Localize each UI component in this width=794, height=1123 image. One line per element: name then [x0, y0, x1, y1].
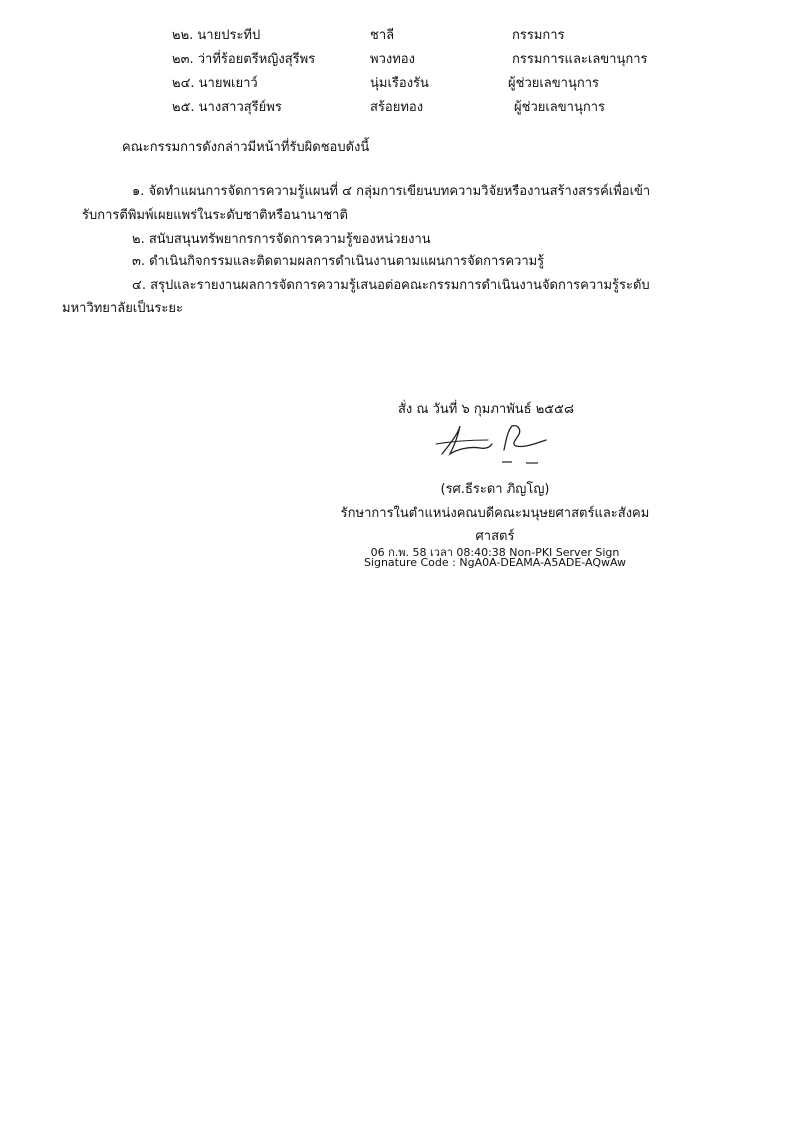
member-surname: พวงทอง: [370, 52, 415, 67]
member-name: ๒๔. นายพเยาว์: [172, 76, 258, 91]
member-row: [0, 96, 794, 118]
order-date: สั่ง ณ วันที่ ๖ กุมภาพันธ์ ๒๕๕๘: [398, 402, 574, 417]
duties-intro: คณะกรรมการดังกล่าวมีหน้าที่รับผิดชอบดังนี้: [122, 140, 370, 155]
duty-4-line-1: ๔. สรุปและรายงานผลการจัดการความรู้เสนอต่อคณะกรรมการดำเนินงานจัดการความรู้ระดับ: [132, 278, 650, 293]
member-row: [0, 48, 794, 70]
signer-position-line-1: รักษาการในตำแหน่งคณบดีคณะมนุษยศาสตร์และสังคม: [340, 506, 650, 521]
member-role: ผู้ช่วยเลขานุการ: [508, 76, 599, 91]
digital-sign-stamp: 06 ก.พ. 58 เวลา 08:40:38 Non-PKI Server Sign: [370, 546, 620, 559]
duty-2: ๒. สนับสนุนทรัพยากรการจัดการความรู้ของหน่วยงาน: [132, 232, 431, 247]
handwritten-signature: [428, 420, 558, 470]
member-surname: สร้อยทอง: [370, 100, 424, 115]
duty-4-line-2: มหาวิทยาลัยเป็นระยะ: [62, 301, 183, 316]
member-row: [0, 72, 794, 94]
duty-1-line-1: ๑. จัดทำแผนการจัดการความรู้แผนที่ ๔ กลุ่มการเขียนบทความวิจัยหรืองานสร้างสรรค์เพื่อเข้า: [132, 184, 651, 199]
duty-3: ๓. ดำเนินกิจกรรมและติดตามผลการดำเนินงานตามแผนการจัดการความรู้: [132, 254, 545, 269]
member-surname: นุ่มเรืองรัน: [370, 76, 429, 91]
member-surname: ชาลี: [370, 28, 395, 43]
member-role: กรรมการ: [512, 28, 565, 43]
signer-position-line-2: ศาสตร์: [475, 529, 515, 544]
signer-name: (รศ.ธีระดา ภิญโญ): [440, 482, 550, 497]
member-name: ๒๓. ว่าที่ร้อยตรีหญิงสุรีพร: [172, 52, 316, 67]
member-name: ๒๕. นางสาวสุรีย์พร: [172, 100, 282, 115]
member-role: กรรมการและเลขานุการ: [512, 52, 648, 67]
signature-code: Signature Code : NgA0A-DEAMA-A5ADE-AQwAw: [363, 556, 627, 569]
duty-1-line-2: รับการตีพิมพ์เผยแพร่ในระดับชาติหรือนานาชาติ: [82, 208, 348, 223]
member-row: [0, 24, 794, 46]
member-name: ๒๒. นายประทีป: [172, 28, 261, 43]
member-role: ผู้ช่วยเลขานุการ: [514, 100, 605, 115]
